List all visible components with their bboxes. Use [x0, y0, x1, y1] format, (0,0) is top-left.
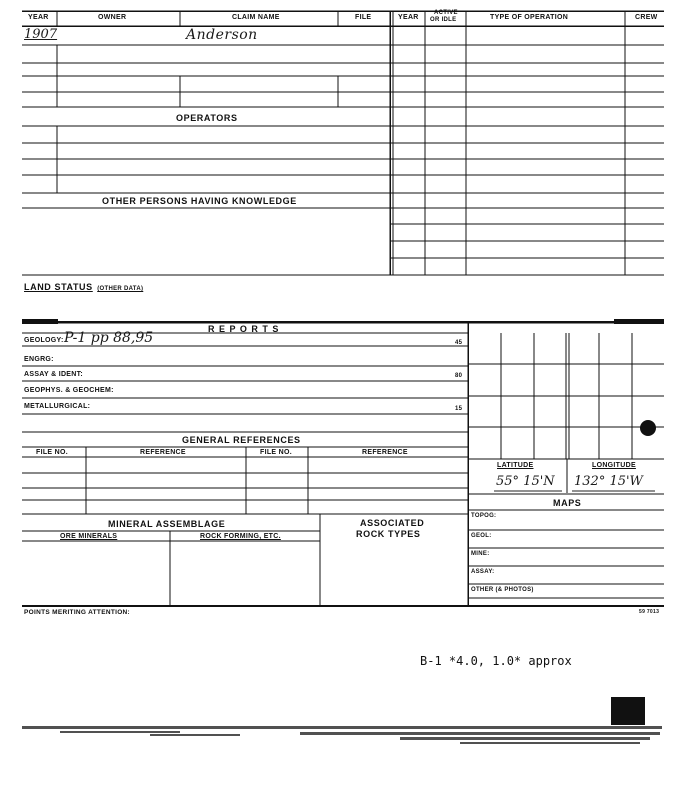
land-status — [24, 277, 143, 295]
latitude-label: LATITUDE — [497, 462, 534, 469]
mineral-assemblage-heading: MINERAL ASSEMBLAGE — [108, 519, 226, 529]
col-owner: OWNER — [98, 14, 127, 21]
typed-note: B-1 *4.0, 1.0* approx — [420, 654, 572, 668]
land-status-label: LAND STATUS — [24, 282, 93, 292]
col-claim-name: CLAIM NAME — [232, 14, 280, 21]
maps-mine: MINE: — [471, 551, 490, 557]
others-heading: OTHER PERSONS HAVING KNOWLEDGE — [102, 196, 297, 206]
ref-col-reference-2: REFERENCE — [362, 449, 408, 456]
rock-types-label: ROCK TYPES — [356, 529, 421, 539]
assay-ident-num: 80 — [455, 373, 463, 379]
maps-other: OTHER (& PHOTOS) — [471, 587, 534, 593]
col-crew: CREW — [635, 14, 658, 21]
ref-col-file-no-2: FILE NO. — [260, 449, 292, 456]
reports-heading: R E P O R T S — [208, 324, 280, 334]
maps-heading: MAPS — [553, 498, 582, 508]
maps-assay: ASSAY: — [471, 569, 495, 575]
col-type-of-operation: TYPE OF OPERATION — [490, 14, 569, 21]
longitude-label: LONGITUDE — [592, 462, 636, 469]
form-number: 59 7013 — [639, 609, 660, 615]
associated-label: ASSOCIATED — [360, 518, 425, 528]
col-active: ACTIVE — [434, 10, 458, 16]
rock-forming-label: ROCK FORMING, ETC. — [200, 533, 281, 540]
land-status-sub: (OTHER DATA) — [97, 286, 144, 292]
engrg-label: ENGRG: — [24, 356, 54, 363]
entry-year: 1907 — [24, 27, 58, 42]
maps-geol: GEOL: — [471, 533, 492, 539]
ref-col-reference-1: REFERENCE — [140, 449, 186, 456]
col-year-2: YEAR — [398, 14, 419, 21]
assay-ident-label: ASSAY & IDENT: — [24, 371, 84, 378]
maps-topog: TOPOG: — [471, 513, 497, 519]
metallurgical-label: METALLURGICAL: — [24, 403, 91, 410]
col-file: FILE — [355, 14, 372, 21]
ore-minerals-label: ORE MINERALS — [60, 533, 118, 540]
col-or-idle: OR IDLE — [430, 17, 457, 23]
latitude-value: 55° 15'N — [496, 474, 555, 489]
geophys-label: GEOPHYS. & GEOCHEM: — [24, 387, 114, 394]
col-year: YEAR — [28, 14, 49, 21]
longitude-value: 132° 15'W — [574, 474, 643, 489]
entry-claim-name: Anderson — [186, 27, 258, 43]
operators-heading: OPERATORS — [176, 113, 238, 123]
geology-label: GEOLOGY: — [24, 337, 64, 344]
geology-value: P-1 pp 88,95 — [64, 330, 154, 346]
ref-col-file-no-1: FILE NO. — [36, 449, 68, 456]
metallurgical-num: 15 — [455, 406, 463, 412]
general-references-heading: GENERAL REFERENCES — [182, 435, 301, 445]
points-meriting-attention: POINTS MERITING ATTENTION: — [24, 609, 131, 616]
geology-num: 45 — [455, 340, 463, 346]
